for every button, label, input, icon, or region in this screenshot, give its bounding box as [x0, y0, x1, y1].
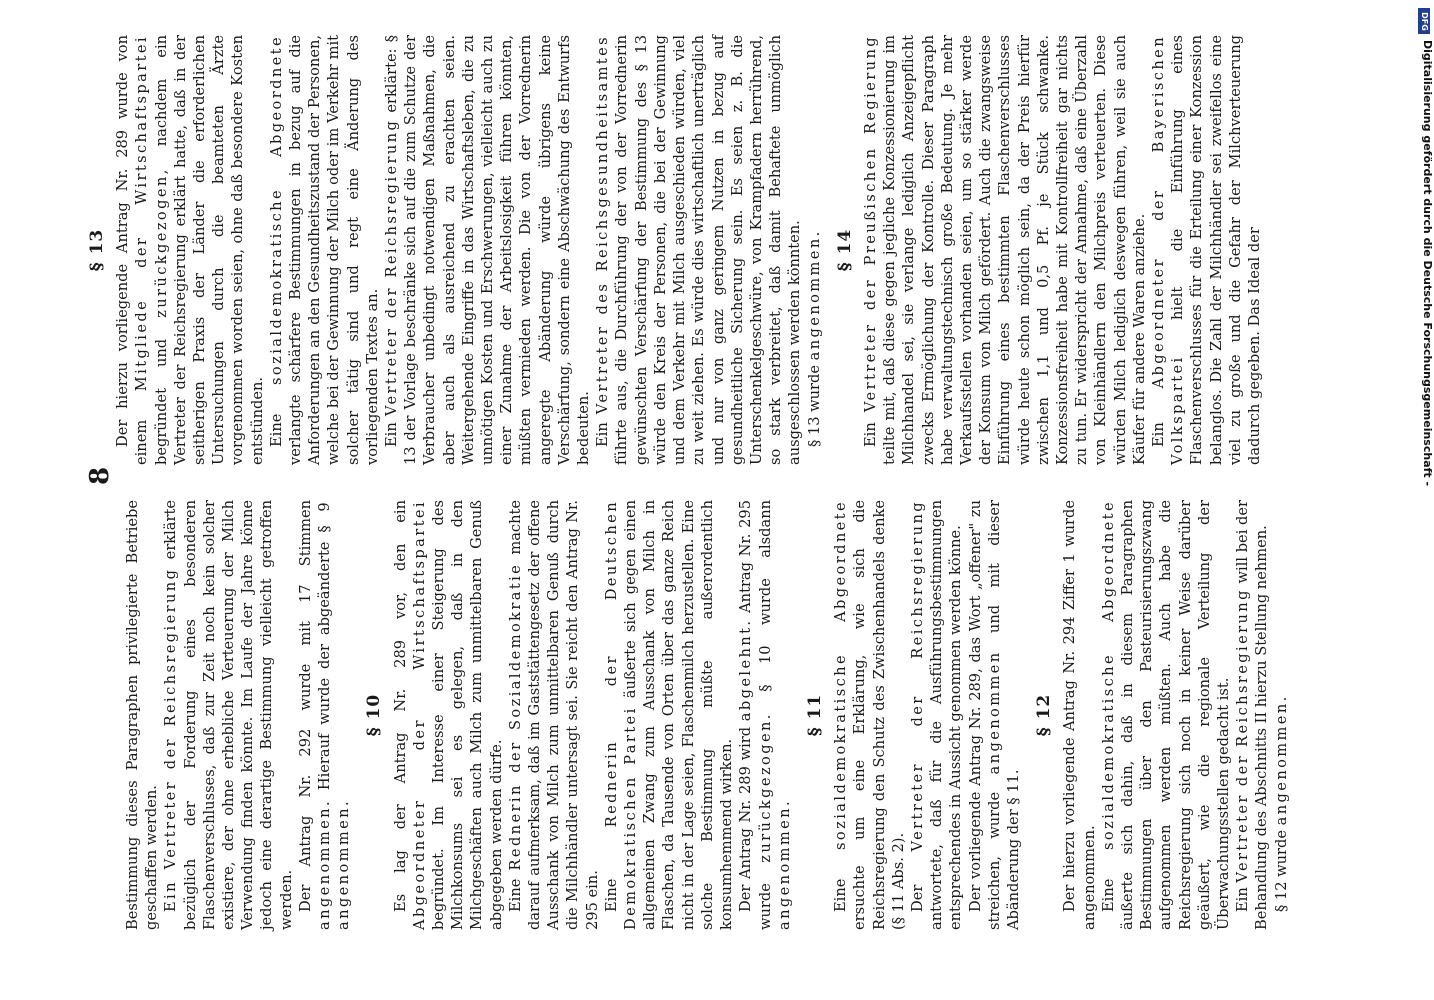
paragraph: § 12 wurde angenommen.	[1272, 694, 1290, 912]
left-text-column	[123, 500, 1291, 930]
paragraph: Der hierzu vorliegende Antrag Nr. 289 wurde von einem Mitgliede der Wirtschaftspartei begründet und zurückgezogen, nachdem ein Vertreter der Reichsregierung erklärt hatte, daß in der seitherigen Praxis der Länder die erforderlichen Untersuchungen durch die beamteten Ärzte vorgenommen worden seien, ohne daß besondere Kosten entstünden.	[114, 34, 266, 465]
page-number: 8	[85, 466, 115, 485]
section-heading-14: § 14	[834, 228, 855, 272]
paragraph: Der Antrag Nr. 292 wurde mit 17 Stimmen angenommen. Hierauf wurde der abgeänderte § 9 angenommen.	[296, 499, 353, 930]
right-text-column	[88, 35, 1264, 465]
paragraph: Ein Vertreter der Reichsregierung erklärte: § 13 der Vorlage beschränke sich auf die zum Schutze der Verbraucher unbedingt notwendigen Maßnahmen, die aber auch als ausreichend zu erachten seien. Weitergehende Eingriffe in das Wirtschaftsleben, die zu unnötigen Kosten und Erschwerungen, vielleicht auch zu einer Zunahme der Arbeitslosigkeit führen könnten, müßten vermieden werden. Die von der Vorrednerin angeregte Abänderung würde übrigens keine Verschärfung, sondern eine Abschwächung des Entwurfs bedeuten.	[383, 35, 593, 465]
section-heading-13: § 13	[87, 228, 107, 272]
paragraph: Eine Rednerin der Deutschen Demokratischen Partei äußerte sich gegen einen allgemeinen Zwang zum Ausschank von Milch in Flaschen, da Tausende von Orten über das ganze Reich nicht in der Lage seien, Flaschenmilch herzustellen. Eine solche Bestimmung müßte außerordentlich konsumhemmend wirken.	[602, 499, 736, 930]
section-heading-10: § 10	[364, 693, 385, 737]
paragraph: § 13 wurde angenommen.	[805, 229, 823, 447]
paragraph: Der Antrag Nr. 289 wird abgelehnt. Antrag Nr. 295 wurde zurückgezogen. § 10 wurde alsdann angenommen.	[737, 499, 793, 930]
paragraph: Ein Vertreter der Reichsregierung erklärte bezüglich der Forderung eines besonderen Flaschenverschlusses, daß zur Zeit noch kein solcher existiere, der ohne erhebliche Verteuerung der Milch Verwendung finden könnte. Im Laufe der Jahre könne jedoch eine derartige Bestimmung vielleicht getroffen werden.	[162, 500, 295, 930]
paragraph: Der vorliegende Antrag Nr. 289, das Wort „offener" zu streichen, wurde angenommen und mit dieser Abänderung der § 11.	[966, 500, 1022, 930]
paragraph: Ein Abgeordneter der Bayerischen Volkspartei hielt die Einführung eines Flaschenverschlusses für die Erteilung einer Konzession belanglos. Die Zahl der Milchhändler sei zweifellos eine viel zu große und die Gefahr der Milchverteuerung dadurch gegeben. Das Ideal der	[1149, 35, 1263, 465]
paragraph: Ein Vertreter der Preußischen Regierung teilte mit, daß diese gegen jegliche Konzessionierung im Milchhandel sei, sie verlange lediglich Anzeigepflicht zwecks Ermöglichung der Kontrolle. Dieser Paragraph habe verwaltungstechnisch große Bedeutung. Je mehr Verkaufsstellen vorhanden seien, um so stärker werde der Konsum von Milch gefördert. Auch die zwangsweise Einführung eines bestimmten Flaschenverschlusses würde heute schon möglich sein, da der Preis hierfür zwischen 1,1 und 0,5 Pf. je Stück schwanke. Konzessionsfreiheit habe mit Kontrollfreiheit gar nichts zu tun. Er widerspricht der Annahme, daß eine Überzahl von Kleinhändlern den Milchpreis verteuerten. Diese würden Milch lediglich deswegen führen, weil sie auch Käufer für andere Waren anziehe.	[861, 35, 1148, 465]
paragraph: Bestimmung dieses Paragraphen privilegierte Betriebe geschaffen werden.	[124, 500, 161, 930]
paragraph: Ein Vertreter der Reichsregierung will bei der Behandlung des Abschnitts II hierzu Stellung nehmen.	[1234, 500, 1271, 930]
paragraph: Eine sozialdemokratische Abgeordnete ersuchte um eine Erklärung, wie sich die Reichsregierung den Schutz des Zwischenhandels denke (§ 11 Abs. 2).	[832, 500, 907, 930]
paragraph: Der Vertreter der Reichsregierung antwortete, daß für die Ausführungsbestimmungen entsprechendes in Aussicht genommen werden könne.	[908, 499, 965, 930]
paragraph: Eine sozialdemokratische Abgeordnete äußerte sich dahin, daß in diesem Paragraphen Bestimmungen über den Pasteurisierungszwang aufgenommen werden müßten. Auch habe die Reichsregierung sich noch in keiner Weise darüber geäußert, wie die regionale Verteilung der Überwachungsstellen gedacht ist.	[1099, 500, 1232, 930]
section-heading-11: § 11	[804, 693, 825, 737]
paragraph: Ein Vertreter des Reichsgesundheitsamtes führte aus, die Durchführung der von der Vorrednerin gewünschten Verschärfung der Bestimmung des § 13 würde den Kreis der Personen, die bei der Gewinnung und dem Verkehr mit Milch ausgeschieden würden, viel zu weit ziehen. Es würde dies wirtschaftlich unerträglich und nur von ganz geringem Nutzen in bezug auf gesundheitliche Sicherung sein. Es seien z. B. die Unterschenkelgeschwüre, von Krampfadern herrührend, so stark verbreitet, daß damit Behaftete unmöglich ausgeschlossen werden könnten.	[594, 35, 804, 465]
paragraph: Der hierzu vorliegende Antrag Nr. 294 Ziffer 1 wurde angenommen.	[1061, 500, 1098, 930]
paragraph: Eine Rednerin der Sozialdemokratie machte darauf aufmerksam, daß im Gaststättengesetz der offene Ausschank von Milch zum unmittelbaren Genuß durch die Milchhändler untersagt sei. Sie reicht den Antrag Nr. 295 ein.	[506, 500, 601, 930]
paragraph: Es lag der Antrag Nr. 289 vor, den ein Abgeordneter der Wirtschaftspartei begründet. Im Interesse einer Steigerung des Milchkonsums sei es gelegen, daß in den Milchgeschäften auch Milch zum unmittelbaren Genuß abgegeben werden dürfe.	[391, 500, 505, 930]
digitization-credit	[1412, 6, 1434, 996]
digitization-credit-text: Digitalisierung gefördert durch die Deutsche Forschungsgemeinschaft -	[1421, 40, 1434, 487]
paragraph: Eine sozialdemokratische Abgeordnete verlangte schärfere Bestimmungen in bezug auf die Anforderungen an den Gesundheitszustand der Personen, welche bei der Gewinnung der Milch oder im Verkehr mit solcher tätig sind und regt eine Änderung des vorliegenden Textes an.	[267, 35, 381, 465]
dfg-logo: DFG	[1418, 8, 1430, 34]
section-heading-12: § 12	[1034, 693, 1055, 737]
